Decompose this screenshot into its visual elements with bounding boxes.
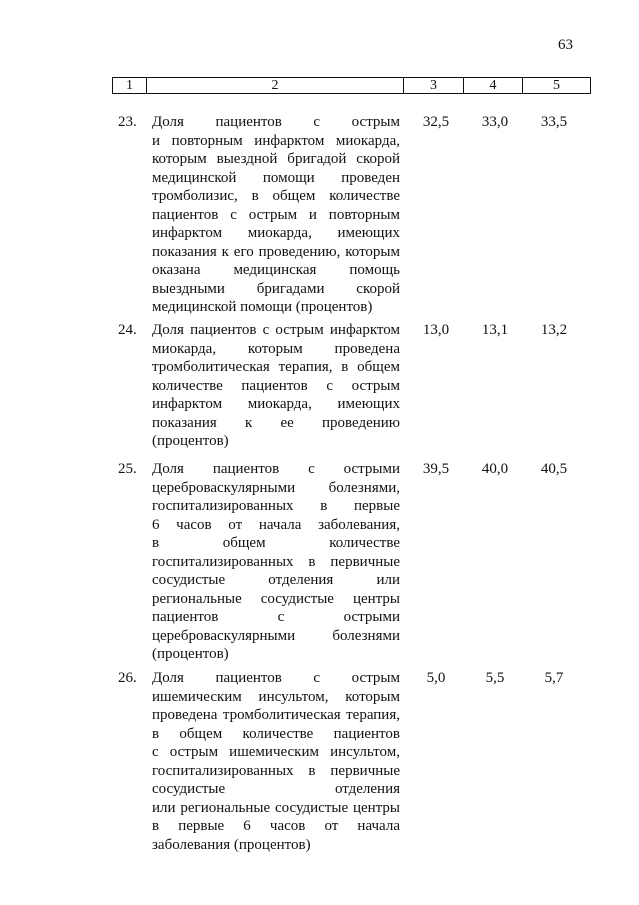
description-line: выездными бригадами скорой	[152, 280, 400, 297]
row-description	[152, 460, 400, 664]
description-line: пациентов с острыми	[152, 609, 400, 625]
description-line: проведена тромболитическая терапия,	[152, 707, 400, 723]
row-number: 23.	[118, 114, 137, 130]
row-description	[152, 321, 400, 451]
description-line: инфарктом миокарда, имеющих	[152, 225, 400, 241]
description-line: Доля пациентов с острыми	[152, 461, 400, 477]
description-line: с острым ишемическим инсультом,	[152, 744, 400, 760]
description-line: которым выездной бригадой скорой	[152, 151, 400, 167]
description-line: тромболизис, в общем количестве	[152, 188, 400, 204]
value-col-5: 13,2	[540, 322, 568, 338]
value-col-5: 5,7	[544, 670, 564, 686]
row-number: 25.	[118, 461, 137, 477]
description-line: сосудистые отделения	[152, 781, 400, 797]
description-line: заболевания (процентов)	[152, 836, 311, 853]
description-line: Доля пациентов с острым	[152, 670, 400, 686]
description-line: в общем количестве пациентов	[152, 725, 400, 742]
row-description	[152, 669, 400, 854]
row-number: 24.	[118, 322, 137, 338]
description-line: или региональные сосудистые центры	[152, 799, 400, 816]
description-line: (процентов)	[152, 433, 229, 449]
column-header-table	[112, 77, 591, 94]
column-header-1: 1	[113, 78, 147, 94]
value-col-4: 5,5	[485, 670, 505, 686]
value-col-5: 40,5	[540, 461, 568, 477]
column-header-5: 5	[523, 78, 591, 94]
description-line: медицинской помощи (процентов)	[152, 299, 373, 315]
description-line: и повторным инфарктом миокарда,	[152, 132, 400, 149]
value-col-3: 5,0	[426, 670, 446, 686]
description-line: ишемическим инсультом, которым	[152, 688, 400, 705]
description-line: показания к его проведению, которым	[152, 243, 400, 260]
description-line: в первые 6 часов от начала	[152, 818, 400, 834]
column-header-4: 4	[464, 78, 523, 94]
row-number: 26.	[118, 670, 137, 686]
value-col-3: 39,5	[422, 461, 450, 477]
value-col-4: 33,0	[481, 114, 509, 130]
description-line: цереброваскулярными болезнями	[152, 627, 400, 644]
description-line: Доля пациентов с острым	[152, 114, 400, 130]
description-line: региональные сосудистые центры	[152, 590, 400, 607]
description-line: тромболитическая терапия, в общем	[152, 359, 400, 375]
description-line: количестве пациентов с острым	[152, 377, 400, 394]
column-header-3: 3	[404, 78, 464, 94]
column-header-row	[113, 78, 591, 94]
description-line: Доля пациентов с острым инфарктом	[152, 322, 400, 338]
description-line: госпитализированных в первые	[152, 498, 400, 514]
description-line: цереброваскулярными болезнями,	[152, 479, 400, 496]
description-line: медицинской помощи проведен	[152, 169, 400, 186]
description-line: пациентов с острым и повторным	[152, 206, 400, 223]
value-col-5: 33,5	[540, 114, 568, 130]
page-number: 63	[558, 37, 573, 53]
description-line: госпитализированных в первичные	[152, 762, 400, 779]
row-description	[152, 113, 400, 317]
description-line: 6 часов от начала заболевания,	[152, 516, 400, 533]
description-line: оказана медицинская помощь	[152, 262, 400, 278]
value-col-4: 13,1	[481, 322, 509, 338]
description-line: показания к ее проведению	[152, 414, 400, 431]
description-line: в общем количестве	[152, 535, 400, 551]
value-col-4: 40,0	[481, 461, 509, 477]
description-line: инфарктом миокарда, имеющих	[152, 396, 400, 412]
description-line: госпитализированных в первичные	[152, 553, 400, 570]
description-line: сосудистые отделения или	[152, 572, 400, 588]
description-line: миокарда, которым проведена	[152, 340, 400, 357]
column-header-2: 2	[147, 78, 404, 94]
description-line: (процентов)	[152, 646, 229, 662]
value-col-3: 32,5	[422, 114, 450, 130]
value-col-3: 13,0	[422, 322, 450, 338]
